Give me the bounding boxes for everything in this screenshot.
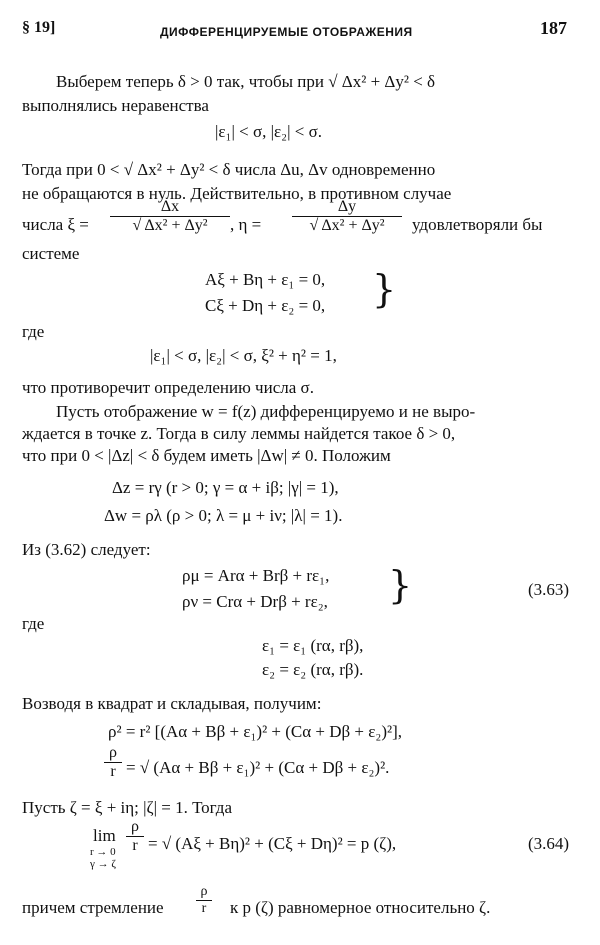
limit-subscript: r → 0 [90, 846, 116, 858]
formula-root: = √ (Aα + Bβ + ε₁)² + (Cα + Dβ + ε₂)². [126, 758, 390, 777]
formula-conditions: |ε₁| < σ, |ε₂| < σ, ξ² + η² = 1, [150, 346, 337, 365]
fraction-rho-r [196, 884, 212, 917]
text-line: где [22, 614, 45, 633]
text-line: Из (3.62) следует: [22, 540, 151, 559]
equation-number: (3.64) [528, 834, 570, 853]
fraction-numerator: ρ [196, 884, 212, 901]
text-line: , η = [230, 215, 262, 234]
fraction-denominator: √ Δx² + Δy² [132, 217, 208, 234]
limit-subscript: γ → ζ [90, 858, 116, 870]
formula-square: ρ² = r² [(Aα + Bβ + ε₁)² + (Cα + Dβ + ε₂)²], [108, 722, 402, 741]
fraction-denominator: r [201, 901, 207, 916]
text-line: к p (ζ) равномерное относительно ζ. [230, 898, 491, 917]
fraction-denominator: r [132, 837, 138, 854]
text-line: Выберем теперь δ > 0 так, чтобы при √ Δx² + Δy² < δ [56, 72, 436, 91]
fraction-eta [292, 198, 402, 235]
system-equation: Cξ + Dη + ε₂ = 0, [205, 296, 326, 315]
fraction-numerator: Δy [292, 198, 402, 217]
fraction-rho-r [104, 744, 122, 781]
fraction-rho-r [126, 818, 144, 855]
text-line: числа ξ = [22, 215, 89, 234]
formula-limit: = √ (Aξ + Bη)² + (Cξ + Dη)² = p (ζ), [148, 834, 397, 853]
text-line: Пусть отображение w = f(z) дифференцируемо и не выро- [56, 402, 476, 421]
fraction-denominator: √ Δx² + Δy² [309, 217, 385, 234]
text-line: что противоречит определению числа σ. [22, 378, 314, 397]
fraction-xi [110, 198, 230, 235]
page-number: 187 [540, 18, 567, 38]
formula-eps: ε₂ = ε₂ (rα, rβ). [262, 660, 364, 679]
text-line: причем стремление [22, 898, 164, 917]
text-line: выполнялись неравенства [22, 96, 209, 115]
formula-dz: Δz = rγ (r > 0; γ = α + iβ; |γ| = 1), [112, 478, 339, 497]
fraction-numerator: ρ [126, 818, 144, 837]
formula-inequalities: |ε₁| < σ, |ε₂| < σ. [215, 122, 322, 141]
text-line: ждается в точке z. Тогда в силу леммы найдется такое δ > 0, [22, 424, 456, 443]
text-line: Тогда при 0 < √ Δx² + Δy² < δ числа Δu, Δv одновременно [22, 160, 436, 179]
fraction-denominator: r [110, 763, 116, 780]
section-label: § 19] [22, 19, 56, 36]
formula-dw: Δw = ρλ (ρ > 0; λ = μ + iν; |λ| = 1). [104, 506, 343, 525]
equation-number: (3.63) [528, 580, 570, 599]
formula-eps: ε₁ = ε₁ (rα, rβ), [262, 636, 364, 655]
fraction-numerator: Δx [110, 198, 230, 217]
text-line: не обращаются в нуль. Действительно, в противном случае [22, 184, 452, 203]
system-equation: ρν = Crα + Drβ + rε₂, [182, 592, 328, 611]
text-line: что при 0 < |Δz| < δ будем иметь |Δw| ≠ 0. Положим [22, 446, 391, 465]
brace-symbol: } [388, 563, 413, 607]
system-equation: Aξ + Bη + ε₁ = 0, [205, 270, 326, 289]
text-line: системе [22, 244, 80, 263]
limit-symbol: lim [93, 826, 116, 845]
fraction-numerator: ρ [104, 744, 122, 763]
running-title: ДИФФЕРЕНЦИРУЕМЫЕ ОТОБРАЖЕНИЯ [160, 25, 413, 39]
brace-symbol: } [372, 267, 397, 311]
text-line: Возводя в квадрат и складывая, получим: [22, 694, 322, 713]
text-line: удовлетворяли бы [412, 215, 543, 234]
system-equation: ρμ = Arα + Brβ + rε₁, [182, 566, 330, 585]
text-line: Пусть ζ = ξ + iη; |ζ| = 1. Тогда [22, 798, 232, 817]
text-line: где [22, 322, 45, 341]
